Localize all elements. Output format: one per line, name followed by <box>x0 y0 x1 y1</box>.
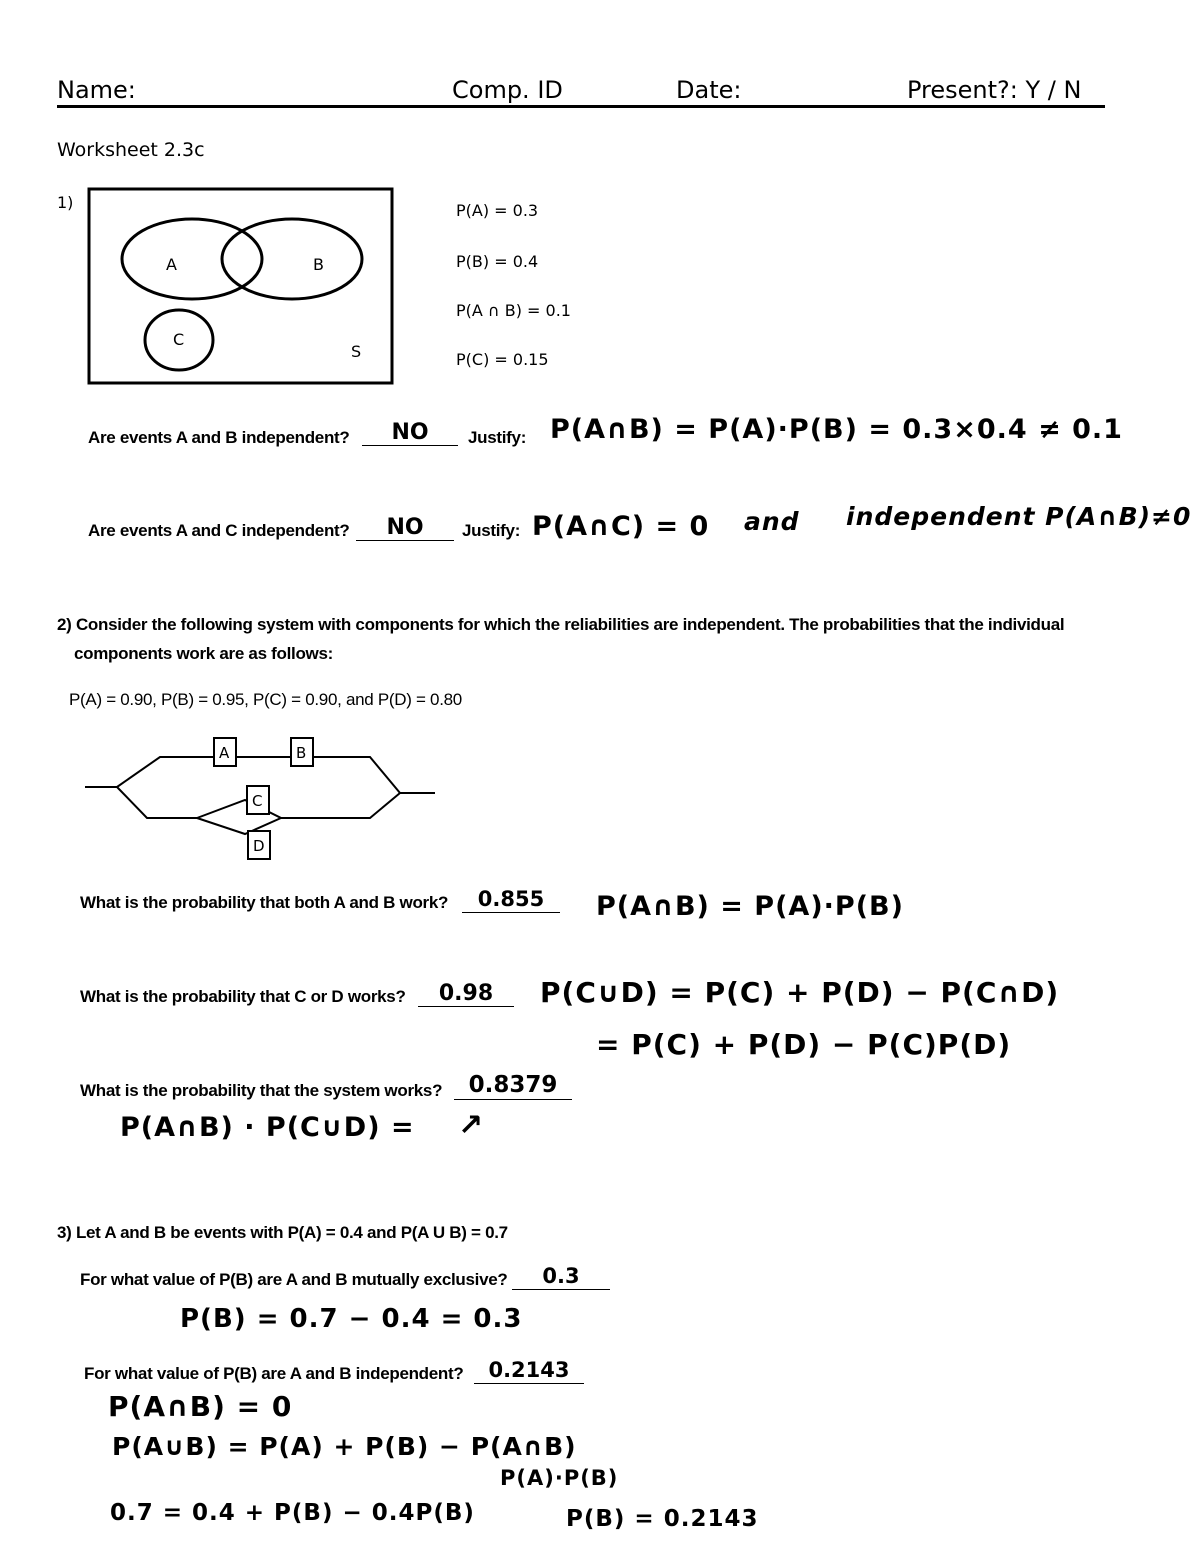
q2-cd-answer: 0.98 <box>418 981 514 1007</box>
venn-diagram <box>86 186 396 386</box>
q1-ac-justification-3: independent P(A∩B)≠0 <box>846 502 1192 531</box>
component-b-label: B <box>296 744 307 762</box>
q1-number: 1) <box>57 193 74 212</box>
component-d-label: D <box>253 837 265 855</box>
q1-ab-answer: NO <box>362 420 458 446</box>
q1-ac-justify-label: Justify: <box>462 521 521 540</box>
q2-sys-work: P(A∩B) · P(C∪D) = <box>120 1112 415 1143</box>
q3-me-question: For what value of P(B) are A and B mutually exclusive? <box>80 1270 508 1289</box>
lower-path-right <box>281 793 400 818</box>
q1-ac-answer: NO <box>356 515 454 541</box>
q2-cd-work-1: P(C∪D) = P(C) + P(D) − P(C∩D) <box>540 976 1060 1009</box>
q2-cd-work-2: = P(C) + P(D) − P(C)P(D) <box>596 1028 1012 1061</box>
component-a-label: A <box>219 744 230 762</box>
sample-space-label: S <box>351 342 362 361</box>
arrow-icon: ↗ <box>458 1108 485 1143</box>
component-c-label: C <box>252 792 263 810</box>
q1-ac-justification-1: P(A∩C) = 0 <box>532 511 710 542</box>
set-c-label: C <box>173 330 185 349</box>
present-label: Present?: Y / N <box>907 76 1082 104</box>
name-label: Name: <box>57 76 136 104</box>
q2-ab-answer: 0.855 <box>462 887 560 913</box>
q2-sys-question: What is the probability that the system works? <box>80 1081 443 1100</box>
lower-path-left <box>117 787 197 818</box>
q1-ab-justify-label: Justify: <box>468 428 527 447</box>
date-label: Date: <box>676 76 742 104</box>
q3-ind-work-5: P(B) = 0.2143 <box>566 1506 759 1532</box>
q3-prompt: 3) Let A and B be events with P(A) = 0.4 and P(A U B) = 0.7 <box>57 1223 508 1242</box>
given-pab: P(A ∩ B) = 0.1 <box>456 301 571 320</box>
q3-me-answer: 0.3 <box>512 1264 610 1290</box>
given-pa: P(A) = 0.3 <box>456 201 539 220</box>
q2-prompt-line1: 2) Consider the following system with components for which the reliabilities are independent. The probabilities that the individual <box>57 615 1065 634</box>
q2-ab-question: What is the probability that both A and B work? <box>80 893 449 912</box>
system-diagram <box>80 730 440 865</box>
q2-probabilities: P(A) = 0.90, P(B) = 0.95, P(C) = 0.90, and P(D) = 0.80 <box>69 690 462 709</box>
q3-ind-work-2: P(A∪B) = P(A) + P(B) − P(A∩B) <box>112 1432 577 1461</box>
given-pb: P(B) = 0.4 <box>456 252 539 271</box>
q1-ac-question: Are events A and C independent? <box>88 521 350 540</box>
q2-sys-answer: 0.8379 <box>454 1072 572 1100</box>
given-pc: P(C) = 0.15 <box>456 350 549 369</box>
q2-prompt-line2: components work are as follows: <box>74 644 333 663</box>
q2-cd-question: What is the probability that C or D works? <box>80 987 406 1006</box>
set-b-circle <box>222 219 362 299</box>
q3-me-work: P(B) = 0.7 − 0.4 = 0.3 <box>180 1304 523 1334</box>
comp-id-label: Comp. ID <box>452 76 563 104</box>
q1-ab-justification: P(A∩B) = P(A)·P(B) = 0.3×0.4 ≠ 0.1 <box>550 414 1123 445</box>
q2-ab-work: P(A∩B) = P(A)·P(B) <box>596 891 904 922</box>
set-b-label: B <box>313 255 324 274</box>
set-a-label: A <box>166 255 177 274</box>
header-rule <box>57 105 1105 108</box>
q1-ab-question: Are events A and B independent? <box>88 428 350 447</box>
worksheet-title: Worksheet 2.3c <box>57 139 205 161</box>
q3-ind-work-1: P(A∩B) = 0 <box>108 1390 293 1423</box>
q3-ind-work-4: 0.7 = 0.4 + P(B) − 0.4P(B) <box>110 1500 475 1526</box>
q3-ind-answer: 0.2143 <box>474 1358 584 1384</box>
q3-ind-work-3: P(A)·P(B) <box>500 1466 619 1490</box>
q1-ac-justification-2: and <box>744 507 800 536</box>
q3-ind-question: For what value of P(B) are A and B independent? <box>84 1364 464 1383</box>
